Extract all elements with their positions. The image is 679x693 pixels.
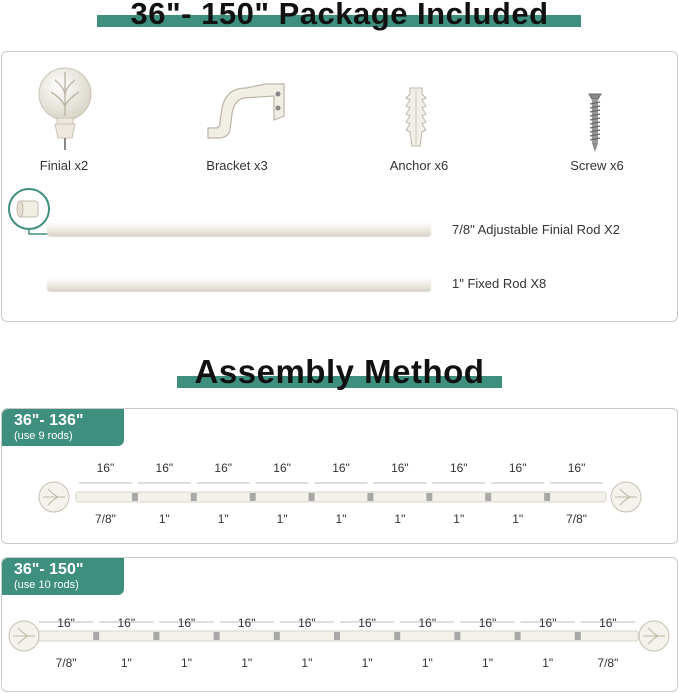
diameter-label: 1" bbox=[181, 656, 192, 670]
rod-connector bbox=[334, 632, 340, 640]
diameter-label: 1" bbox=[301, 656, 313, 670]
length-label: 16" bbox=[155, 461, 174, 475]
length-label: 16" bbox=[449, 461, 468, 475]
anchor-label: Anchor x6 bbox=[389, 158, 449, 173]
rod-connector bbox=[544, 493, 550, 501]
bracket-label: Bracket x3 bbox=[206, 158, 268, 173]
length-label: 16" bbox=[96, 461, 115, 475]
rod-connector bbox=[575, 632, 581, 640]
diameter-label: 1" bbox=[158, 512, 170, 526]
length-label: 16" bbox=[418, 616, 437, 630]
rod-connector bbox=[394, 632, 400, 640]
fixed-rod-image bbox=[47, 277, 431, 291]
diameter-label: 1" bbox=[335, 512, 347, 526]
config-note: (use 10 rods) bbox=[14, 579, 79, 591]
assembly-rod-svg bbox=[2, 558, 677, 692]
diameter-label: 1" bbox=[542, 656, 554, 670]
finial-label: Finial x2 bbox=[39, 158, 89, 173]
page-title: 36"- 150" Package Included bbox=[130, 0, 549, 31]
diameter-label: 1" bbox=[453, 512, 465, 526]
rod-connector bbox=[153, 632, 159, 640]
rod-connector bbox=[485, 493, 491, 501]
screw-icon bbox=[587, 90, 603, 152]
right-finial-icon bbox=[611, 482, 641, 512]
config-10-rods-panel bbox=[1, 557, 678, 692]
diameter-label: 1" bbox=[217, 512, 229, 526]
length-label: 16" bbox=[567, 461, 586, 475]
length-label: 16" bbox=[57, 616, 75, 630]
config-9-rods-panel bbox=[1, 408, 678, 544]
rod-body bbox=[76, 492, 606, 502]
diameter-label: 1" bbox=[482, 656, 493, 670]
length-label: 16" bbox=[358, 616, 376, 630]
length-label: 16" bbox=[538, 616, 557, 630]
length-label: 16" bbox=[508, 461, 527, 475]
finial-icon bbox=[37, 66, 93, 152]
diameter-label: 1" bbox=[394, 512, 406, 526]
config-range: 36"- 150" bbox=[14, 561, 84, 578]
config-note: (use 9 rods) bbox=[14, 430, 73, 442]
rod-connector bbox=[274, 632, 280, 640]
right-finial-icon bbox=[639, 621, 669, 651]
rod-connector bbox=[515, 632, 521, 640]
length-label: 16" bbox=[332, 461, 350, 475]
diameter-label: 1" bbox=[512, 512, 524, 526]
assembly-diagram-10 bbox=[2, 558, 677, 691]
assembly-diagram-9 bbox=[2, 409, 677, 543]
rod-connector bbox=[214, 632, 220, 640]
rod-connector bbox=[250, 493, 256, 501]
anchor-icon bbox=[404, 86, 428, 148]
rod-connector bbox=[454, 632, 460, 640]
length-label: 16" bbox=[391, 461, 409, 475]
length-label: 16" bbox=[177, 616, 196, 630]
length-label: 16" bbox=[298, 616, 316, 630]
package-panel bbox=[1, 51, 678, 322]
length-label: 16" bbox=[117, 616, 136, 630]
bracket-icon bbox=[204, 80, 290, 142]
diameter-label: 7/8" bbox=[566, 512, 588, 526]
fixed-rod-label: 1" Fixed Rod X8 bbox=[452, 276, 547, 291]
package-header bbox=[0, 0, 679, 36]
diameter-label: 7/8" bbox=[55, 656, 77, 670]
assembly-title: Assembly Method bbox=[194, 353, 485, 390]
rod-connector bbox=[309, 493, 315, 501]
length-label: 16" bbox=[599, 616, 617, 630]
diameter-label: 1" bbox=[120, 656, 132, 670]
config-range: 36"- 136" bbox=[14, 412, 84, 429]
screw-label: Screw x6 bbox=[570, 158, 624, 173]
rod-connector bbox=[93, 632, 99, 640]
rod-connector bbox=[367, 493, 373, 501]
assembly-header bbox=[0, 353, 679, 393]
rod-connector bbox=[191, 493, 197, 501]
length-label: 16" bbox=[478, 616, 497, 630]
diameter-label: 1" bbox=[361, 656, 373, 670]
diameter-label: 7/8" bbox=[94, 512, 116, 526]
length-label: 16" bbox=[237, 616, 256, 630]
length-label: 16" bbox=[273, 461, 291, 475]
rod-connector bbox=[426, 493, 432, 501]
rod-connector bbox=[132, 493, 138, 501]
adjustable-rod-image bbox=[47, 222, 431, 236]
rod-end-detail-icon bbox=[6, 186, 52, 236]
adjustable-rod-label: 7/8" Adjustable Finial Rod X2 bbox=[452, 222, 620, 237]
diameter-label: 1" bbox=[241, 656, 253, 670]
left-finial-icon bbox=[39, 482, 69, 512]
left-finial-icon bbox=[9, 621, 39, 651]
diameter-label: 1" bbox=[421, 656, 433, 670]
length-label: 16" bbox=[214, 461, 233, 475]
diameter-label: 1" bbox=[276, 512, 288, 526]
diameter-label: 7/8" bbox=[597, 656, 619, 670]
